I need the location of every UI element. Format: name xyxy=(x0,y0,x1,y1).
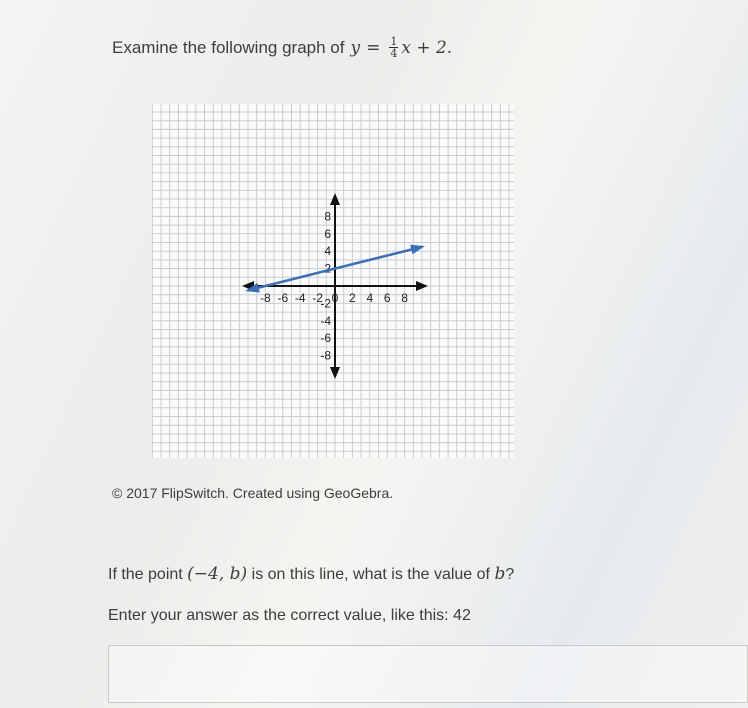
x-tick-label: 0 xyxy=(331,291,339,305)
question-prompt xyxy=(112,36,452,59)
fraction-numerator: 1 xyxy=(390,35,398,48)
equation-rest: x + 2. xyxy=(401,37,453,58)
question-text xyxy=(108,564,514,584)
question-variable: b xyxy=(494,564,506,584)
question-point: (−4, b) xyxy=(187,564,248,584)
x-tick-label: 8 xyxy=(401,291,408,305)
y-tick-label: -8 xyxy=(320,348,331,363)
question-before: If the point xyxy=(108,566,183,583)
equation-y: y xyxy=(350,37,361,58)
x-tick-label: 2 xyxy=(349,291,356,305)
y-tick-label: 8 xyxy=(324,209,331,224)
answer-hint: Enter your answer as the correct value, like this: 42 xyxy=(108,607,471,624)
y-tick-label: 2 xyxy=(324,261,331,276)
y-tick-label: -6 xyxy=(320,331,331,346)
x-tick-label: -2 xyxy=(312,291,323,305)
question-middle: is on this line, what is the value of xyxy=(251,566,490,583)
equation-equals: = xyxy=(366,37,381,58)
answer-input[interactable] xyxy=(108,645,748,703)
question-after: ? xyxy=(505,566,515,583)
fraction-denominator: 4 xyxy=(390,47,398,60)
graph-background xyxy=(152,104,514,458)
copyright-caption: © 2017 FlipSwitch. Created using GeoGebra. xyxy=(112,485,394,501)
x-tick-label: 4 xyxy=(366,291,374,305)
x-tick-label: -6 xyxy=(277,291,289,305)
y-tick-label: -2 xyxy=(320,296,331,311)
y-tick-label: 6 xyxy=(324,226,331,241)
y-tick-label: -4 xyxy=(320,313,331,328)
equation xyxy=(350,36,452,59)
x-tick-label: -4 xyxy=(294,291,306,305)
prompt-text: Examine the following graph of xyxy=(112,37,345,57)
equation-fraction xyxy=(389,36,398,59)
y-tick-label: 4 xyxy=(324,244,331,259)
line-graph xyxy=(152,104,514,458)
x-tick-label: -8 xyxy=(260,291,271,305)
x-tick-label: 6 xyxy=(383,291,391,305)
